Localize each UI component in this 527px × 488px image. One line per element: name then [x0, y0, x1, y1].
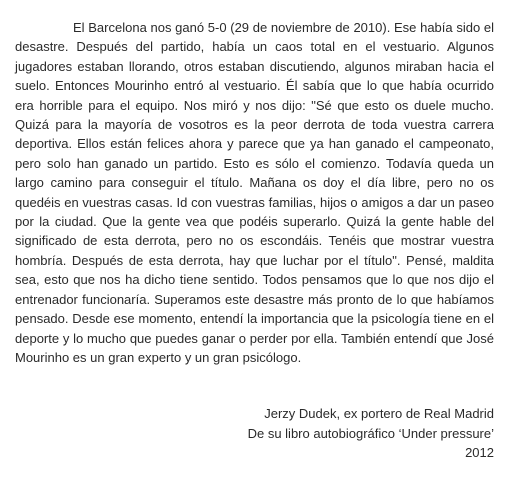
attribution-source: De su libro autobiográfico ‘Under pressure’	[247, 425, 494, 441]
attribution-block	[174, 404, 494, 463]
attribution-author: Jerzy Dudek, ex portero de Real Madrid	[264, 406, 494, 421]
quote-paragraph: El Barcelona nos ganó 5-0 (29 de noviembre de 2010). Ese había sido el desastre. Después del partido, había un caos total en el vestuario. Algunos jugadores estaban llorando, otros estaban discutiendo, algunos miraban hacia el suelo. Entonces Mourinho entró al vestuario. Él sabía que lo que había ocurrido era horrible para el equipo. Nos miró y nos dijo: "Sé que esto os duele mucho. Quizá para la mayoría de vosotros es la peor derrota de toda vuestra carrera deportiva. Ellos están felices ahora y parece que ya han ganado el campeonato, pero solo han ganado un partido. Esto es sólo el comienzo. Todavía queda un largo camino para conseguir el título. Mañana os doy el día libre, pero no os quedéis en vuestras casas. Id con vuestras familias, hijos o amigos a dar un paseo por la ciudad. Que la gente vea que podéis superarlo. Quizá la gente hable del significado de esta derrota, pero no os escondáis. Tenéis que mostrar vuestra hombría. Después de esta derrota, hay que luchar por el título". Pensé, maldita sea, esto que nos ha dicho tiene sentido. Todos pensamos que lo que nos dijo el entrenador funcionaría. Superamos este desastre más pronto de lo que habíamos pensado. Desde ese momento, entendí la importancia que la psicología tiene en el deporte y lo mucho que puedes ganar o perder por ella. También entendí que José Mourinho es un gran experto y un gran psicólogo.	[15, 20, 494, 365]
attribution-year: 2012	[465, 445, 494, 460]
